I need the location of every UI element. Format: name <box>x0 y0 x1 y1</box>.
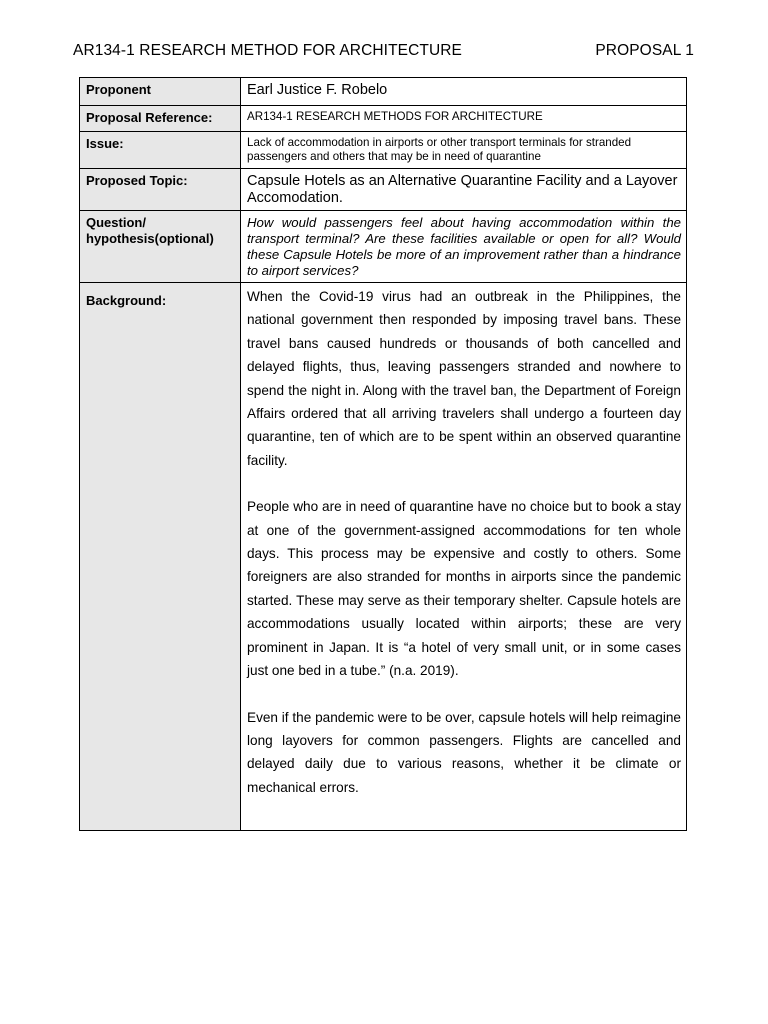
background-paragraph: When the Covid-19 virus had an outbreak in the Philippines, the national government then responded by imposing travel bans. These travel bans caused hundreds or thousands of both cancelled and delayed flights, thus, leaving passengers stranded and nowhere to spend the night in. Along with the travel ban, the Department of Foreign Affairs ordered that all arriving travelers shall undergo a fourteen day quarantine, ten of which are to be spent within an observed quarantine facility. <box>247 289 681 468</box>
label-proponent: Proponent <box>80 78 241 106</box>
label-question: Question/ hypothesis(optional) <box>80 211 241 283</box>
value-question: How would passengers feel about having accommodation within the transport terminal? Are these facilities available or open for all? Would these Capsule Hotels be more of an improvement rather than a hindrance to airport services? <box>241 211 687 283</box>
proposal-form-table <box>79 77 687 831</box>
row-topic <box>80 169 687 211</box>
row-question <box>80 211 687 283</box>
background-paragraph: Even if the pandemic were to be over, capsule hotels will help reimagine long layovers for common passengers. Flights are cancelled and delayed daily due to various reasons, whether it be climate or mechanical errors. <box>247 709 681 795</box>
background-paragraph: People who are in need of quarantine have no choice but to book a stay at one of the government-assigned accommodations for ten whole days. This process may be expensive and costly to others. Some foreigners are also stranded for months in airports since the pandemic started. These may serve as their temporary shelter. Capsule hotels are accommodations usually located within airports; these are very prominent in Japan. It is “a hotel of very small unit, or in some cases just one bed in a tube.” (n.a. 2019). <box>247 499 681 679</box>
row-issue <box>80 132 687 169</box>
page-header <box>73 42 694 60</box>
row-reference <box>80 106 687 132</box>
label-background: Background: <box>80 283 241 831</box>
value-topic: Capsule Hotels as an Alternative Quarantine Facility and a Layover Accomodation. <box>241 169 687 211</box>
value-issue: Lack of accommodation in airports or other transport terminals for stranded passengers and others that may be in need of quarantine <box>241 132 687 169</box>
label-issue: Issue: <box>80 132 241 169</box>
value-background <box>241 283 687 831</box>
row-background <box>80 283 687 831</box>
row-proponent <box>80 78 687 106</box>
value-proponent: Earl Justice F. Robelo <box>241 78 687 106</box>
label-topic: Proposed Topic: <box>80 169 241 211</box>
course-title: AR134-1 RESEARCH METHOD FOR ARCHITECTURE <box>73 42 462 59</box>
proposal-number: PROPOSAL 1 <box>595 42 694 59</box>
label-reference: Proposal Reference: <box>80 106 241 132</box>
value-reference: AR134-1 RESEARCH METHODS FOR ARCHITECTURE <box>241 106 687 132</box>
